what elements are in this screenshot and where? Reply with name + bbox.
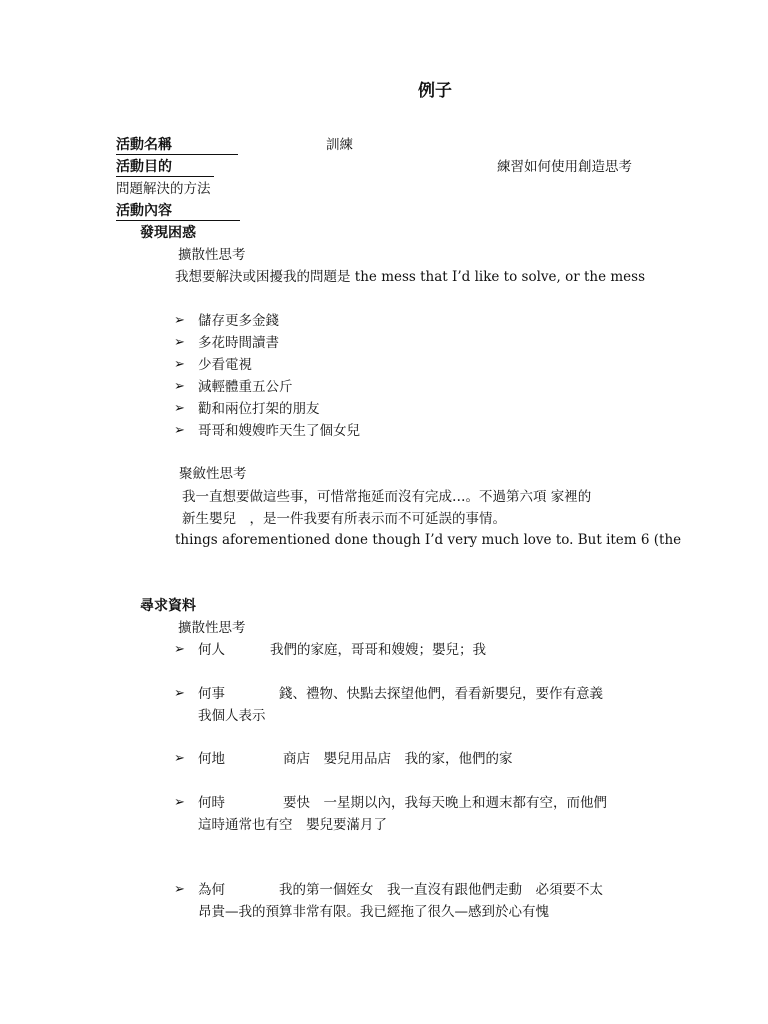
list-item: 儲存更多金錢 — [198, 313, 279, 329]
list-item: 勸和兩位打架的朋友 — [198, 401, 320, 417]
convergent-line-1: 我一直想要做這些事，可惜常拖延而沒有完成…。不過第六項 家裡的 — [182, 489, 592, 505]
why-question: 為何 — [198, 882, 225, 898]
list-item: 減輕體重五公斤 — [198, 379, 293, 395]
what-answer-cont: 我個人表示 — [198, 708, 266, 724]
bullet-icon: ➢ — [174, 642, 185, 657]
bullet-icon: ➢ — [174, 335, 185, 350]
activity-goal-row — [116, 159, 214, 177]
who-answer: 我們的家庭，哥哥和嫂嫂；嬰兒；我 — [270, 642, 486, 658]
where-answer: 商店 嬰兒用品店 我的家，他們的家 — [283, 751, 513, 767]
why-answer: 我的第一個姪女 我一直沒有跟他們走動 必須要不太 — [279, 882, 603, 898]
bullet-icon: ➢ — [174, 401, 185, 416]
section-heading-research: 尋求資料 — [140, 598, 196, 614]
activity-content-row — [116, 203, 240, 221]
convergent-line-3: things aforementioned done though I’d very much love to. But item 6 (the — [175, 532, 682, 548]
intro-line: 我想要解決或困擾我的問題是 the mess that I’d like to solve, or the mess — [175, 269, 646, 285]
convergent-label-1: 聚斂性思考 — [179, 466, 247, 482]
what-question: 何事 — [198, 686, 225, 702]
what-answer: 錢、禮物、快點去探望他們，看看新嬰兒，要作有意義 — [279, 686, 603, 702]
activity-name-row — [116, 137, 238, 155]
who-question: 何人 — [198, 642, 225, 658]
activity-name-label: 活動名稱 — [116, 137, 238, 155]
page-title: 例子 — [418, 81, 452, 101]
divergent-label-2: 擴散性思考 — [178, 620, 246, 636]
bullet-icon: ➢ — [174, 751, 185, 766]
activity-goal-value: 練習如何使用創造思考 — [497, 159, 632, 175]
when-answer-cont: 這時通常也有空 嬰兒要滿月了 — [198, 817, 387, 833]
list-item: 少看電視 — [198, 357, 252, 373]
divergent-label-1: 擴散性思考 — [178, 247, 246, 263]
list-item: 哥哥和嫂嫂昨天生了個女兒 — [198, 423, 360, 439]
bullet-icon: ➢ — [174, 379, 185, 394]
bullet-icon: ➢ — [174, 313, 185, 328]
bullet-icon: ➢ — [174, 882, 185, 897]
activity-content-label: 活動內容 — [116, 203, 240, 221]
activity-goal-label: 活動目的 — [116, 159, 214, 177]
bullet-icon: ➢ — [174, 423, 185, 438]
bullet-icon: ➢ — [174, 795, 185, 810]
where-question: 何地 — [198, 751, 225, 767]
why-answer-cont: 昂貴—我的預算非常有限。我已經拖了很久—感到於心有愧 — [198, 904, 549, 920]
bullet-icon: ➢ — [174, 686, 185, 701]
convergent-line-2: 新生嬰兒 ，是一件我要有所表示而不可延誤的事情。 — [182, 511, 506, 527]
bullet-icon: ➢ — [174, 357, 185, 372]
list-item: 多花時間讀書 — [198, 335, 279, 351]
when-question: 何時 — [198, 795, 225, 811]
activity-goal-cont: 問題解決的方法 — [116, 181, 211, 197]
section-heading-discover: 發現困惑 — [140, 225, 196, 241]
activity-name-value: 訓練 — [326, 137, 353, 153]
when-answer: 要快 一星期以內，我每天晚上和週末都有空，而他們 — [283, 795, 607, 811]
